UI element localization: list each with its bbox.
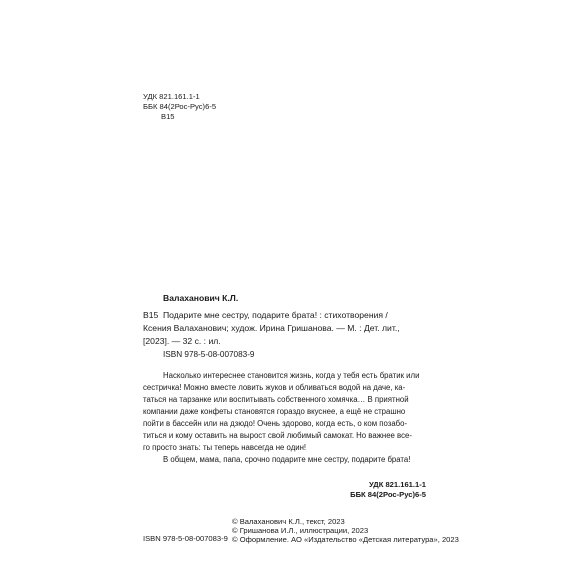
copyright-line: © Валаханович К.Л., текст, 2023	[232, 517, 345, 526]
annotation-line: компании даже конфеты становятся гораздо вкуснее, а ещё не страшно	[143, 407, 406, 416]
footer-isbn: ISBN 978-5-08-007083-9	[143, 534, 228, 543]
top-bbk-code: ББК 84(2Рос-Рус)6-5	[143, 102, 217, 111]
top-author-sign: В15	[161, 112, 175, 121]
card-author: Валаханович К.Л.	[163, 293, 239, 303]
annotation-line: пойти в бассейн или на дзюдо! Очень здорово, когда есть, о ком позабо-	[143, 419, 408, 428]
annotation-line: В общем, мама, папа, срочно подарите мне сестру, подарите брата!	[163, 455, 411, 464]
card-author-sign: В15	[143, 310, 159, 320]
annotation-line: титься и кому оставить на вырост свой любимый самокат. Но важнее все-	[143, 431, 412, 440]
card-udk-code: УДК 821.161.1-1	[368, 480, 426, 489]
card-description-line: Ксения Валаханович; худож. Ирина Гришанова. — М. : Дет. лит.,	[143, 323, 400, 333]
annotation-line: го просто знать: ты теперь навсегда не один!	[143, 443, 307, 452]
copyright-line: © Оформление. АО «Издательство «Детская литература», 2023	[232, 535, 459, 544]
annotation-line: сестричка! Можно вместе ловить жуков и обливаться водой на даче, ка-	[143, 383, 406, 392]
card-isbn: ISBN 978-5-08-007083-9	[163, 350, 255, 359]
card-description-line: Подарите мне сестру, подарите брата! : стихотворения /	[163, 310, 388, 320]
card-description-line: [2023]. — 32 с. : ил.	[143, 336, 221, 346]
top-udk-code: УДК 821.161.1-1	[143, 92, 200, 101]
card-bbk-code: ББК 84(2Рос-Рус)6-5	[350, 490, 426, 499]
annotation-line: таться на тарзанке или воспитывать собственного хомячка… В приятной	[143, 395, 409, 404]
annotation-line: Насколько интереснее становится жизнь, когда у тебя есть братик или	[163, 371, 420, 380]
copyright-line: © Гришанова И.Л., иллюстрации, 2023	[232, 526, 369, 535]
